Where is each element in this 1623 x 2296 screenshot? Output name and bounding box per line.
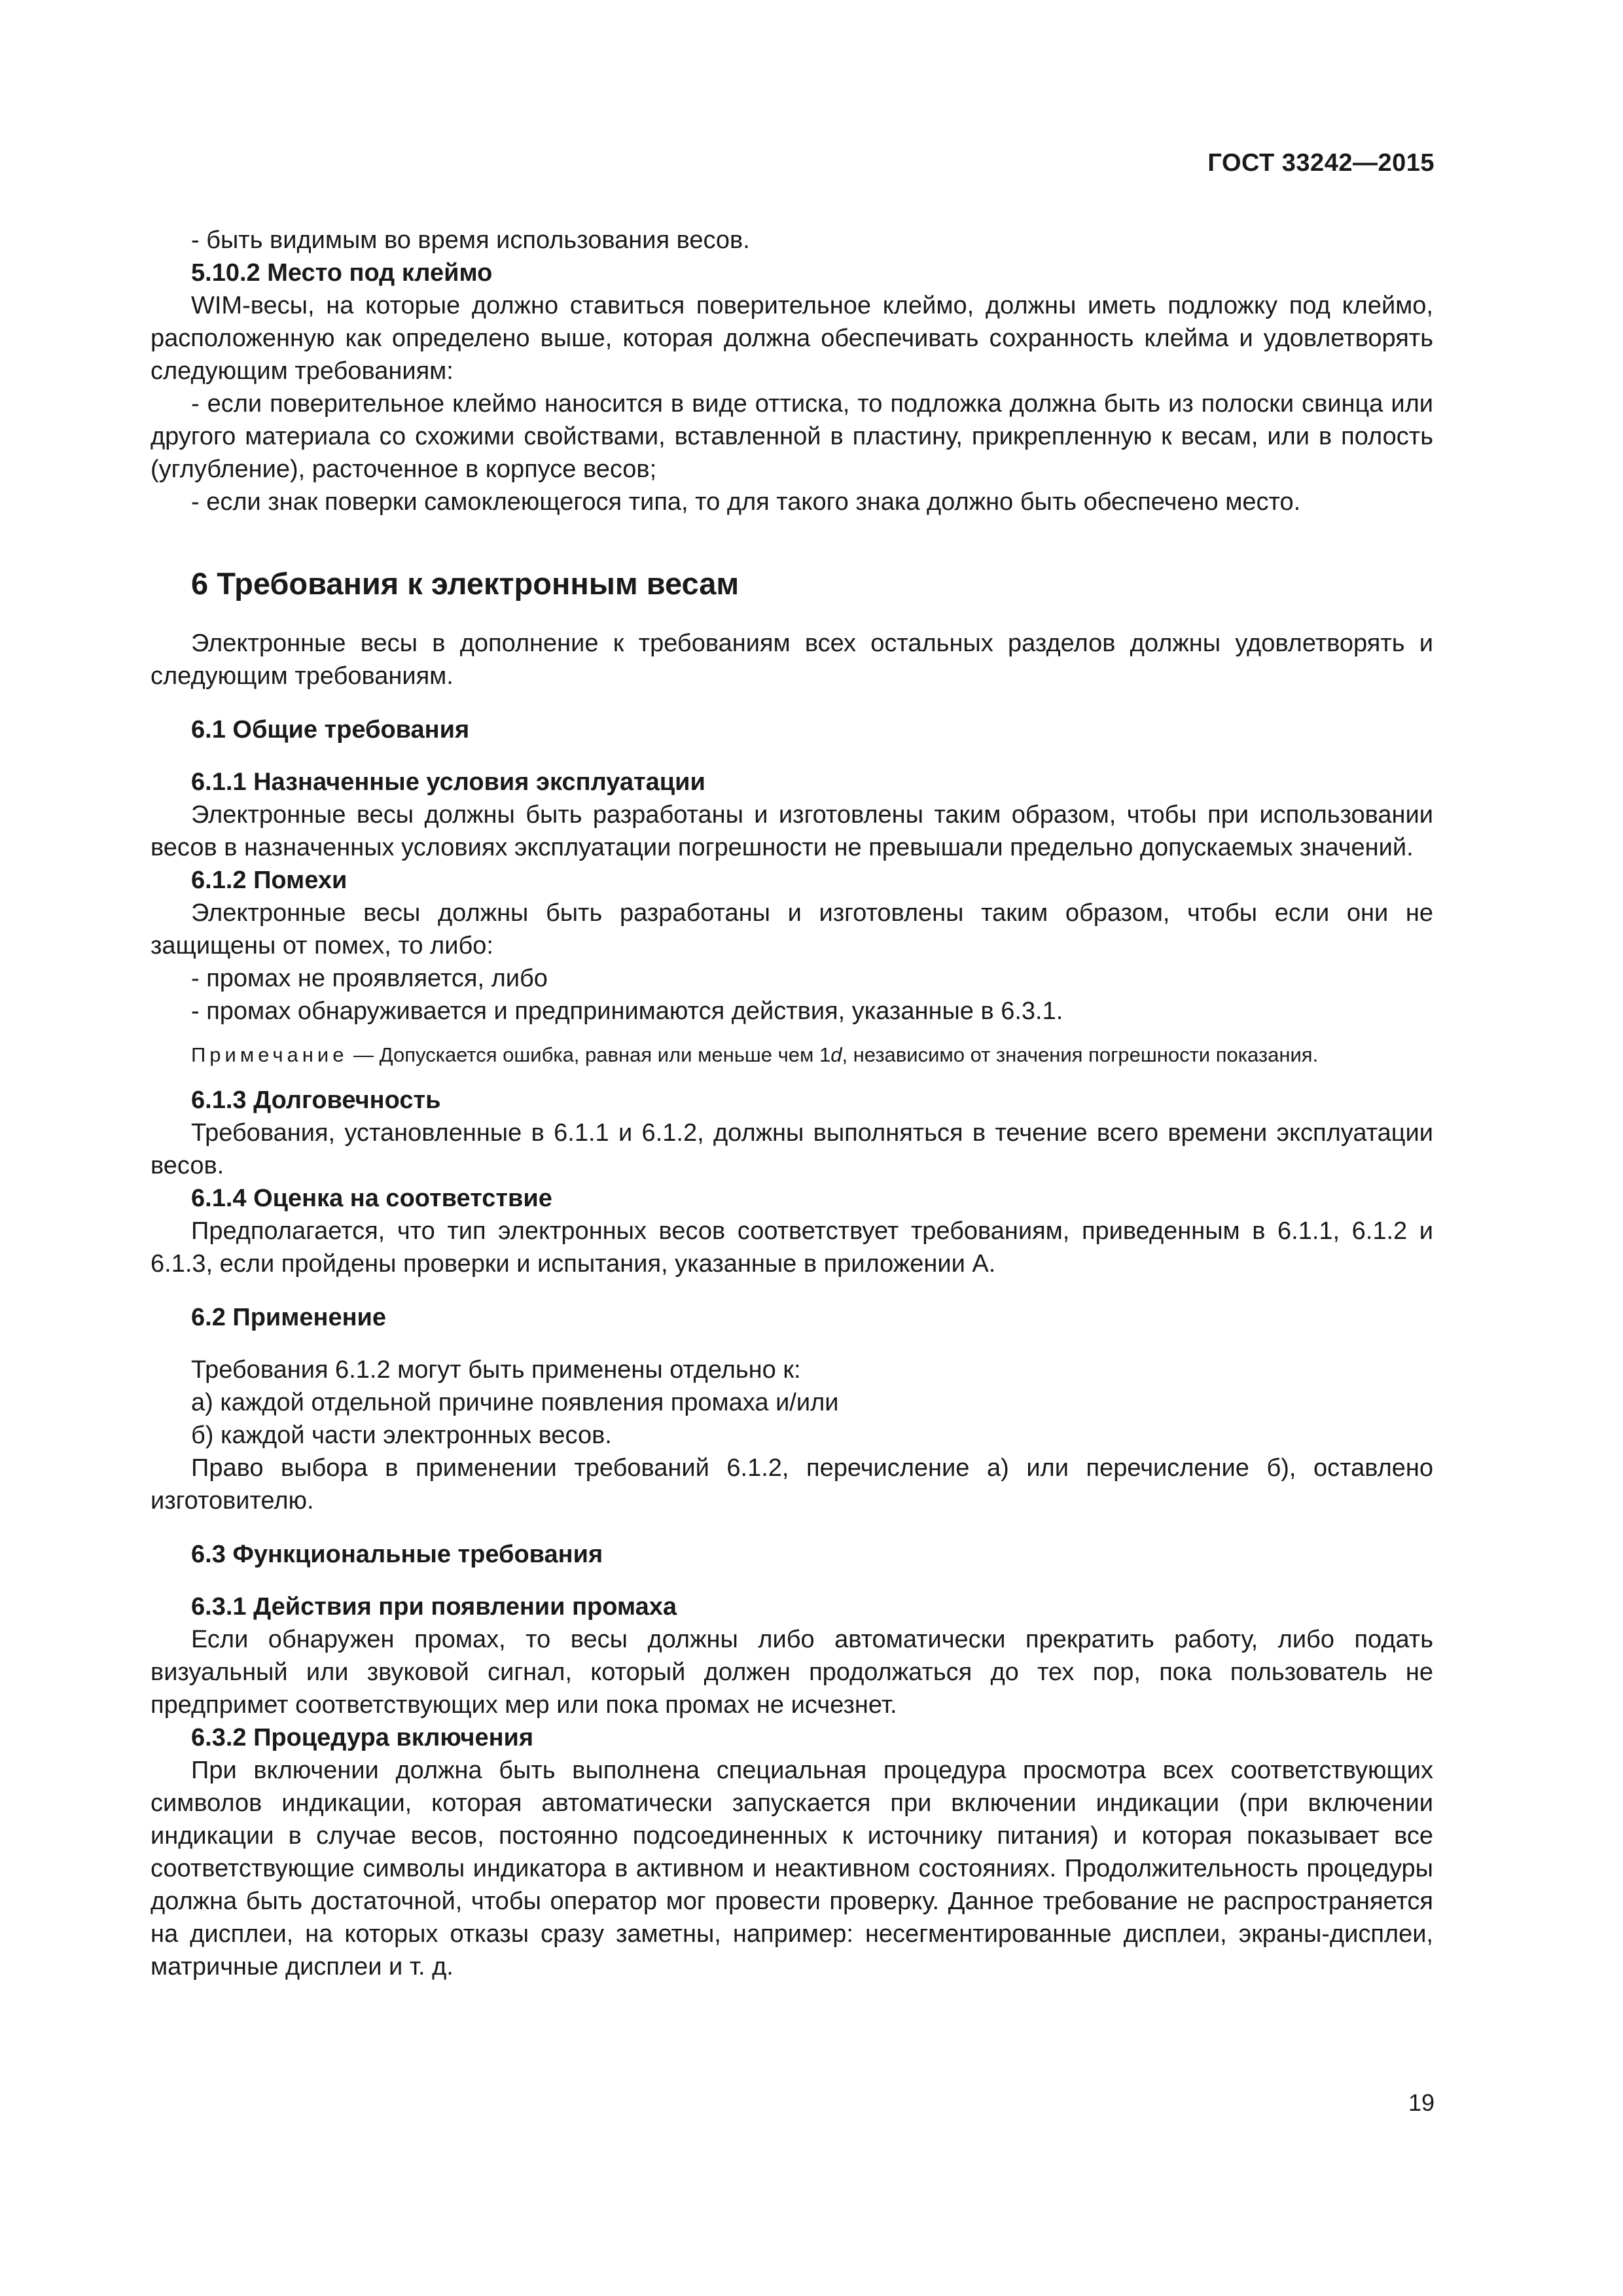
note-italic-symbol: d	[830, 1043, 842, 1066]
section-heading-6: 6 Требования к электронным весам	[191, 566, 740, 601]
list-item-6-1-2-a: - промах не проявляется, либо	[191, 965, 548, 992]
heading-6-2: 6.2 Применение	[191, 1304, 387, 1331]
paragraph-section-6-intro: Электронные весы в дополнение к требованиям всех остальных разделов должны удовлетворять и следующим требованиям.	[151, 630, 1433, 690]
note-dash: —	[348, 1043, 380, 1066]
paragraph-6-1-2: Электронные весы должны быть разработаны и изготовлены таким образом, чтобы если они не защищены от помех, то либо:	[151, 899, 1433, 960]
page-number: 19	[1408, 2089, 1435, 2116]
paragraph-6-2: Требования 6.1.2 могут быть применены отдельно к:	[191, 1356, 801, 1384]
heading-6-1-3: 6.1.3 Долговечность	[191, 1086, 441, 1114]
heading-6-1-2: 6.1.2 Помехи	[191, 867, 348, 894]
paragraph-6-1-4: Предполагается, что тип электронных весов соответствует требованиям, приведенным в 6.1.1, 6.1.2 и 6.1.3, если пройдены проверки и испытания, указанные в приложении А.	[151, 1217, 1433, 1278]
note-label: Примечание	[191, 1043, 348, 1066]
heading-6-3-1: 6.3.1 Действия при появлении промаха	[191, 1593, 677, 1621]
paragraph-6-1-3: Требования, установленные в 6.1.1 и 6.1.2, должны выполняться в течение всего времени эксплуатации весов.	[151, 1119, 1433, 1179]
heading-6-1: 6.1 Общие требования	[191, 716, 470, 744]
note-text-end: , независимо от значения погрешности показания.	[842, 1043, 1319, 1066]
heading-6-3-2: 6.3.2 Процедура включения	[191, 1724, 534, 1751]
paragraph-visible-requirement: - быть видимым во время использования весов.	[191, 226, 750, 254]
heading-6-1-1: 6.1.1 Назначенные условия эксплуатации	[191, 768, 705, 796]
paragraph-imprint-seal: - если поверительное клеймо наносится в виде оттиска, то подложка должна быть из полоски свинца или другого материала со схожими свойствами, вставленной в пластину, прикрепленную к весам, или в полость (углубление), расточенное в корпусе весов;	[151, 390, 1433, 483]
document-header: ГОСТ 33242—2015	[1207, 149, 1435, 177]
list-item-6-2-a: а) каждой отдельной причине появления промаха и/или	[191, 1389, 839, 1416]
paragraph-self-adhesive-mark: - если знак поверки самоклеющегося типа, то для такого знака должно быть обеспечено место.	[191, 488, 1301, 516]
list-item-6-1-2-b: - промах обнаруживается и предпринимаются действия, указанные в 6.3.1.	[191, 997, 1063, 1025]
note-text-start: Допускается ошибка, равная или меньше чем 1	[379, 1043, 831, 1066]
paragraph-6-3-2: При включении должна быть выполнена специальная процедура просмотра всех соответствующих символов индикации, которая автоматически запускается при включении индикации (при включении индикации в случае весов, постоянно подсоединенных к источнику питания) и которая показывает все соответствующие символы индикатора в активном и неактивном состояниях. Продолжительность процедуры должна быть достаточной, чтобы оператор мог провести проверку. Данное требование не распространяется на дисплеи, на которых отказы сразу заметны, например: несегментированные дисплеи, экраны-дисплеи, матричные дисплеи и т. д.	[151, 1757, 1433, 1981]
list-item-6-2-b: б) каждой части электронных весов.	[191, 1422, 612, 1449]
paragraph-6-2-choice: Право выбора в применении требований 6.1.2, перечисление а) или перечисление б), оставлено изготовителю.	[151, 1454, 1433, 1515]
heading-6-1-4: 6.1.4 Оценка на соответствие	[191, 1185, 552, 1212]
heading-6-3: 6.3 Функциональные требования	[191, 1541, 603, 1568]
note-paragraph	[151, 1041, 1433, 1069]
paragraph-6-1-1: Электронные весы должны быть разработаны и изготовлены таким образом, чтобы при использовании весов в назначенных условиях эксплуатации погрешности не превышали предельно допускаемых значений.	[151, 801, 1433, 861]
heading-5-10-2: 5.10.2 Место под клеймо	[191, 259, 493, 287]
paragraph-6-3-1: Если обнаружен промах, то весы должны либо автоматически прекратить работу, либо подать визуальный или звуковой сигнал, который должен продолжаться до тех пор, пока пользователь не предпримет соответствующих мер или пока промах не исчезнет.	[151, 1626, 1433, 1719]
paragraph-wim-scales: WIM-весы, на которые должно ставиться поверительное клеймо, должны иметь подложку под клеймо, расположенную как определено выше, которая должна обеспечивать сохранность клейма и удовлетворять следующим требованиям:	[151, 292, 1433, 385]
document-body	[151, 224, 1433, 1983]
